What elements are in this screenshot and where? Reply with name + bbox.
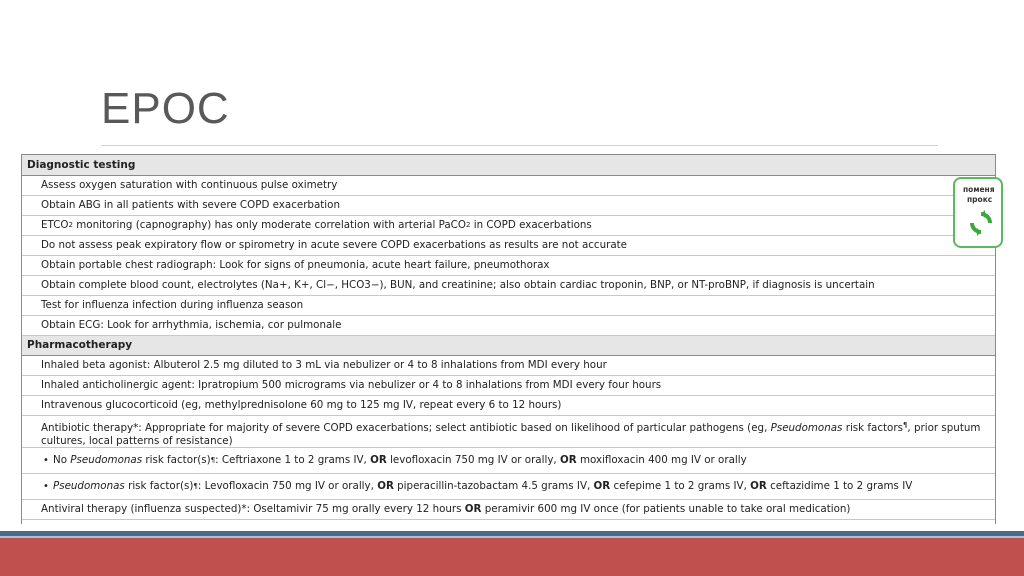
table-row: Antiviral therapy (influenza suspected)*: Oseltamivir 75 mg orally every 12 hours OR peramivir 600 mg IV once (for patients unable to take oral medication) xyxy=(22,500,995,520)
table-row: Inhaled beta agonist: Albuterol 2.5 mg diluted to 3 mL via nebulizer or 4 to 8 inhalations from MDI every hour xyxy=(22,356,995,376)
slide-title: EPOC xyxy=(101,84,230,133)
proxy-switch-widget[interactable] xyxy=(953,177,1003,248)
section-header-pharmacotherapy: Pharmacotherapy xyxy=(22,336,995,356)
table-row: Intravenous glucocorticoid (eg, methylprednisolone 60 mg to 125 mg IV, repeat every 6 to 12 hours) xyxy=(22,396,995,416)
copd-management-table xyxy=(21,154,996,524)
table-row: Obtain ABG in all patients with severe COPD exacerbation xyxy=(22,196,995,216)
table-row: Obtain portable chest radiograph: Look for signs of pneumonia, acute heart failure, pneumothorax xyxy=(22,256,995,276)
footer-band-red xyxy=(0,538,1024,576)
widget-label: поменя прокс xyxy=(963,185,995,204)
table-row: Obtain complete blood count, electrolytes (Na+, K+, Cl−, HCO3−), BUN, and creatinine; also obtain cardiac troponin, BNP, or NT-proBNP, if diagnosis is uncertain xyxy=(22,276,995,296)
table-row: Do not assess peak expiratory flow or spirometry in acute severe COPD exacerbations as results are not accurate xyxy=(22,236,995,256)
section-header-diagnostic: Diagnostic testing xyxy=(22,155,995,176)
table-row: Obtain ECG: Look for arrhythmia, ischemia, cor pulmonale xyxy=(22,316,995,336)
table-row-antibiotic: Antibiotic therapy*: Appropriate for majority of severe COPD exacerbations; select antibiotic based on likelihood of particular pathogens (eg, Pseudomonas risk factors¶, prior sputum cultures, local patterns of resistance) xyxy=(22,416,995,448)
table-row: Inhaled anticholinergic agent: Ipratropium 500 micrograms via nebulizer or 4 to 8 inhalations from MDI every four hours xyxy=(22,376,995,396)
table-row: ETCO 2 monitoring (capnography) has only moderate correlation with arterial PaCO 2 in COPD exacerbations xyxy=(22,216,995,236)
title-divider xyxy=(101,145,938,146)
table-row: Assess oxygen saturation with continuous pulse oximetry xyxy=(22,176,995,196)
table-row: Test for influenza infection during influenza season xyxy=(22,296,995,316)
list-item: • Pseudomonas risk factor(s) ¶ : Levofloxacin 750 mg IV or orally, OR piperacillin-tazobactam 4.5 grams IV, OR cefepime 1 to 2 grams IV, OR ceftazidime 1 to 2 grams IV xyxy=(22,474,995,500)
refresh-icon[interactable] xyxy=(967,209,995,237)
list-item: • No Pseudomonas risk factor(s) ¶ : Ceftriaxone 1 to 2 grams IV, OR levofloxacin 750 mg IV or orally, OR moxifloxacin 400 mg IV or orally xyxy=(22,448,995,474)
